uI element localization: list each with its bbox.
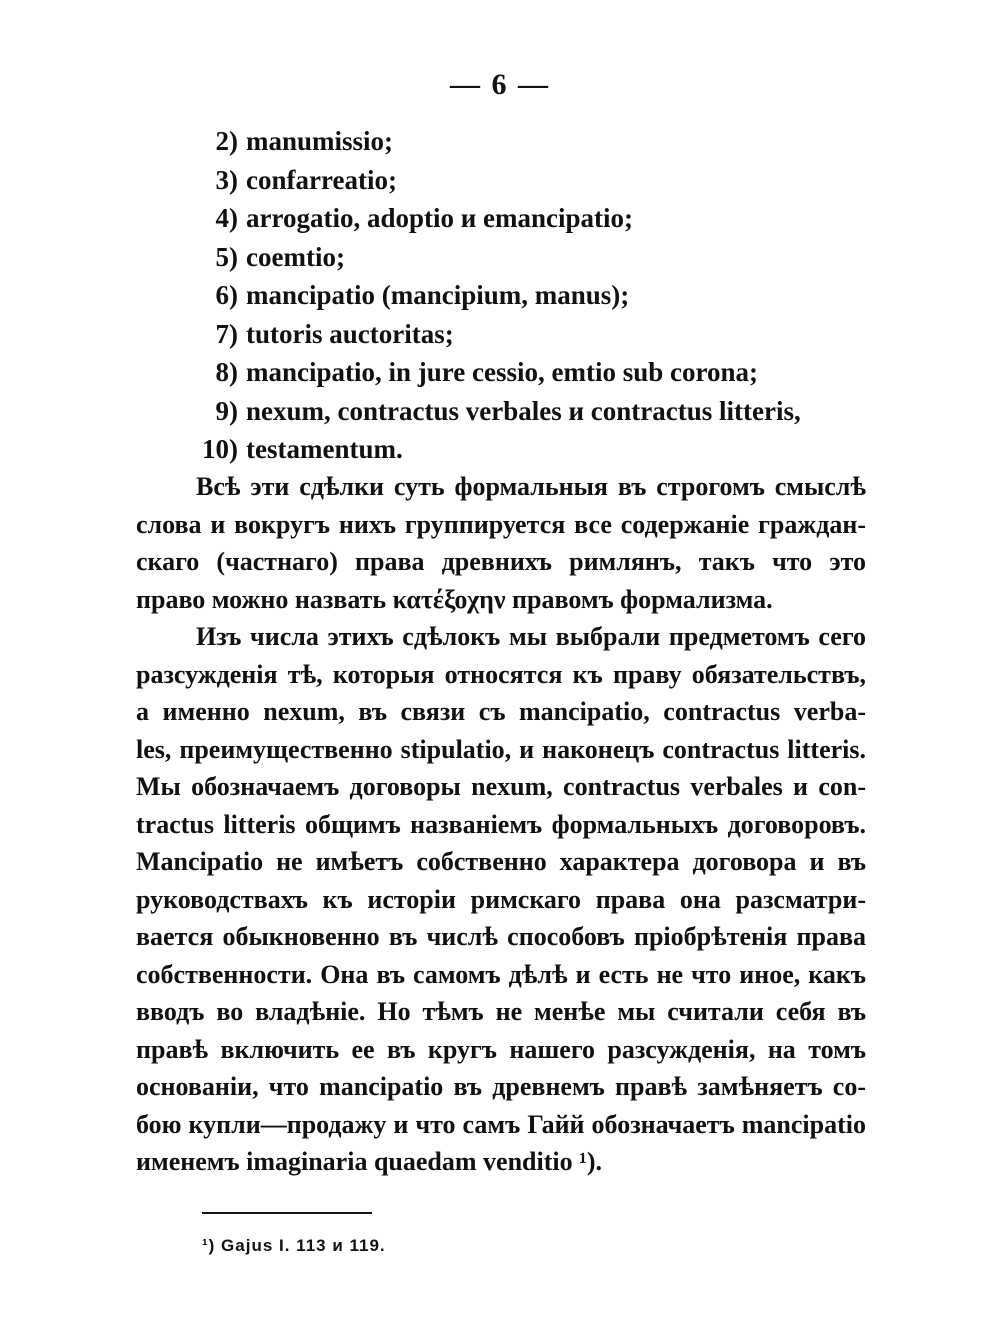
footnote-divider [202,1212,372,1214]
footnote: ¹) Gajus I. 113 и 119. [202,1236,386,1255]
list-item-text: tutoris auctoritas; [246,318,454,349]
list-item [168,242,868,281]
list-item-number: 5) [215,241,238,272]
enumerated-list [168,126,868,473]
list-item-number: 3) [215,164,238,195]
paragraph-line: Мы обозначаемъ договоры nexum, contractus verbales и con- [136,772,866,801]
list-item-text: coemtio; [246,241,345,272]
paragraph-line: tractus litteris общимъ названіемъ формальныхъ договоровъ. [136,809,866,839]
list-item-text: nexum, contractus verbales и contractus litteris, [246,395,801,426]
list-item-number: 2) [215,126,238,156]
list-item [168,319,868,358]
page-number: — 6 — [450,68,550,101]
list-item-text: mancipatio, in jure cessio, emtio sub corona; [246,357,758,387]
paragraph-line: Всѣ эти сдѣлки суть формальныя въ строгомъ смыслѣ [196,472,866,501]
paragraph-1 [136,468,866,618]
paragraph-line: вводъ во владѣніе. Но тѣмъ не менѣе мы считали себя въ [136,997,866,1026]
paragraph-line: правѣ включить ее въ кругъ нашего разсужденія, на томъ [136,1034,866,1064]
paragraph-line: Mancipatio не имѣетъ собственно характера договора и въ [136,847,866,876]
list-item [168,165,868,204]
paragraph-line: слова и вокругъ нихъ группируется все содержаніе граждан- [136,509,866,539]
list-item-text: mancipatio (mancipium, manus); [246,280,630,310]
list-item [168,434,868,473]
list-item [168,357,868,396]
list-item-number: 8) [215,357,238,387]
paragraph-line: Изъ числа этихъ сдѣлокъ мы выбрали предметомъ сего [196,622,866,651]
paragraph-line: а именно nexum, въ связи съ mancipatio, contractus verba- [136,697,866,726]
list-item-number: 7) [215,318,238,349]
paragraph-line: les, преимущественно stipulatio, и наконецъ contractus litteris. [136,734,866,764]
list-item-number: 9) [215,395,238,426]
paragraph-line: право можно назвать κατέξοχην правомъ формализма. [136,584,773,614]
list-item-number: 10) [202,434,238,464]
list-item-number: 6) [215,280,238,310]
paragraph-2 [136,618,866,1181]
paragraph-line: разсужденія тѣ, которыя относятся къ праву обязательствъ, [136,659,866,689]
paragraph-line: вается обыкновенно въ числѣ способовъ пріобрѣтенія права [136,922,866,951]
paragraph-line: скаго (частнаго) права древнихъ римлянъ, такъ что это [136,547,866,576]
paragraph-line: бою купли—продажу и что самъ Гайй обозначаетъ mancipatio [136,1109,866,1139]
list-item [168,396,868,435]
list-item-text: arrogatio, adoptio и emancipatio; [246,203,634,233]
list-item-text: manumissio; [246,126,394,156]
list-item-text: testamentum. [246,434,403,464]
list-item [168,126,868,165]
paragraph-line: именемъ imaginaria quaedam venditio ¹). [136,1147,603,1176]
paragraph-line: руководствахъ къ исторіи римскаго права она разсматри- [136,884,866,914]
paragraph-line: собственности. Она въ самомъ дѣлѣ и есть не что иное, какъ [136,959,866,989]
paragraph-line: основаніи, что mancipatio въ древнемъ правѣ замѣняетъ со- [136,1072,866,1101]
list-item [168,280,868,319]
list-item [168,203,868,242]
list-item-number: 4) [215,203,238,233]
list-item-text: confarreatio; [246,164,397,195]
